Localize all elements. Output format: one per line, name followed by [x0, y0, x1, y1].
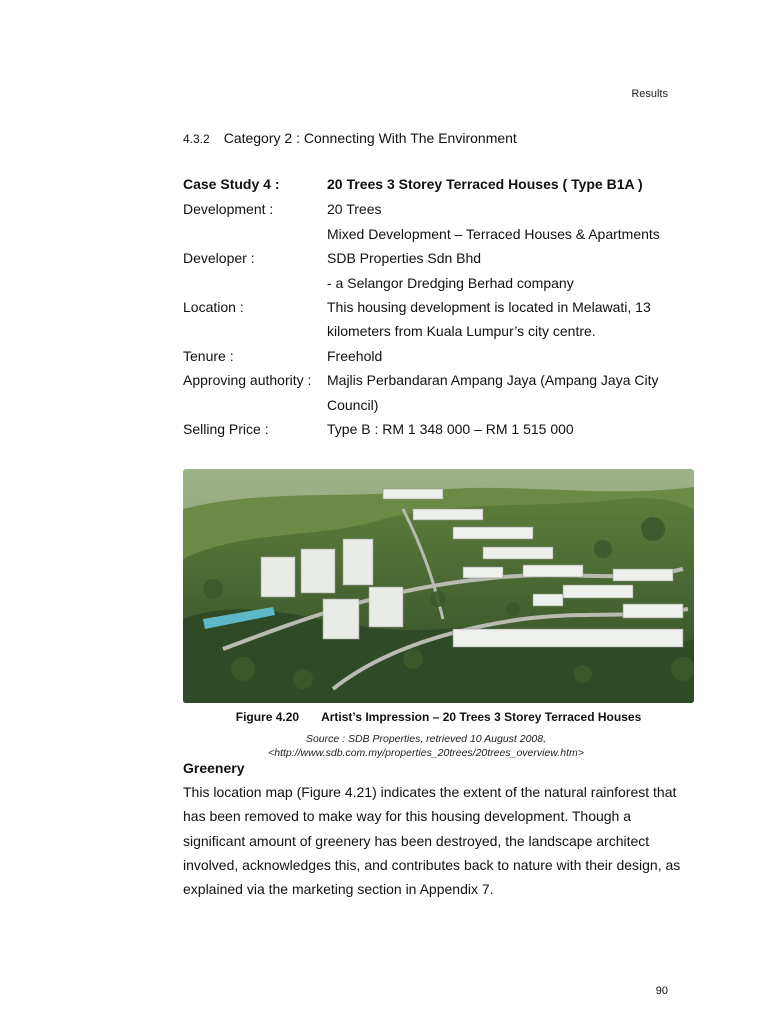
case-value: 20 Trees — [327, 201, 382, 218]
artist-impression-image — [183, 469, 694, 703]
case-row — [183, 222, 693, 246]
greenery-heading: Greenery — [183, 760, 245, 776]
figure-title: Artist’s Impression – 20 Trees 3 Storey Terraced Houses — [321, 710, 642, 724]
case-value: Type B : RM 1 348 000 – RM 1 515 000 — [327, 421, 574, 438]
case-row — [183, 172, 693, 196]
figure-caption — [183, 710, 694, 724]
case-label: Location : — [183, 299, 244, 316]
case-row — [183, 197, 693, 221]
case-value: Mixed Development – Terraced Houses & Apartments — [327, 225, 660, 242]
case-label: Approving authority : — [183, 372, 312, 389]
section-number: 4.3.2 — [183, 132, 210, 146]
housing-development-illustration — [183, 469, 694, 703]
section-heading — [183, 130, 517, 146]
greenery-paragraph: This location map (Figure 4.21) indicates the extent of the natural rainforest that has been removed to make way for this housing development. Though a significant amount of greenery has been destroyed, the landscape architect involved, acknowledges this, and contributes back to nature with their design, as explained via the marketing section in Appendix 7. — [183, 784, 681, 898]
case-row — [183, 246, 693, 270]
case-label: Tenure : — [183, 347, 234, 364]
section-title: Category 2 : Connecting With The Environment — [223, 130, 517, 146]
case-value: 20 Trees 3 Storey Terraced Houses ( Type B1A ) — [327, 176, 643, 192]
case-row — [183, 417, 693, 441]
case-row — [183, 271, 693, 295]
case-study-table — [183, 172, 693, 441]
case-label: Case Study 4 : — [183, 176, 280, 192]
case-value: This housing development is located in Melawati, 13 kilometers from Kuala Lumpur’s city centre. — [327, 299, 651, 340]
case-row — [183, 368, 693, 417]
case-row — [183, 344, 693, 368]
case-label — [183, 222, 327, 246]
page-number: 90 — [655, 985, 668, 997]
source-url: <http://www.sdb.com.my/properties_20trees/20trees_overview.htm> — [268, 747, 584, 759]
case-value: Freehold — [327, 347, 383, 364]
case-label: Development : — [183, 201, 274, 218]
figure-source — [183, 732, 669, 760]
case-value: Majlis Perbandaran Ampang Jaya (Ampang Jaya City Council) — [327, 372, 659, 413]
case-label: Developer : — [183, 250, 255, 267]
figure-number: Figure 4.20 — [235, 710, 300, 724]
case-value: - a Selangor Dredging Berhad company — [327, 274, 574, 291]
case-label: Selling Price : — [183, 421, 269, 438]
case-value: SDB Properties Sdn Bhd — [327, 250, 482, 267]
case-label — [183, 271, 327, 295]
case-row — [183, 295, 693, 344]
running-header: Results — [631, 88, 668, 100]
source-line: Source : SDB Properties, retrieved 10 August 2008, — [305, 733, 547, 745]
